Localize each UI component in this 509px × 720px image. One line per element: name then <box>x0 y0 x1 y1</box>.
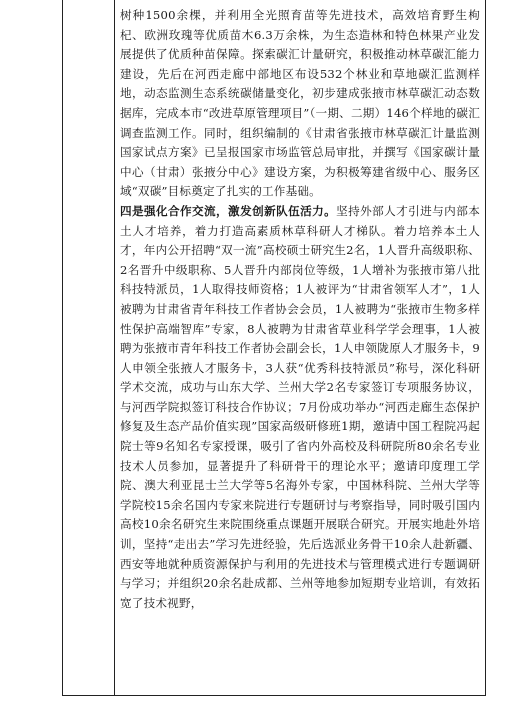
table-column-divider <box>114 0 115 696</box>
paragraph-talent-body: 坚持外部人才引进与内部本土人才培养，着力打造高素质林草科研人才梯队。着力培养本土人才，年内公开招聘“双一流”高校硕士研究生2名，1人晋升高级职称、2名晋升中级职称、5人晋升内部岗位等级，1人增补为张掖市第八批科技特派员，1人取得技师资格；1人被评为“甘肃省领军人才”，1人被聘为甘肃省青年科技工作者协会会员，1人被聘为“张掖市生物多样性保护高端智库”专家，8人被聘为甘肃省草业科学学会理事，1人被聘为张掖市青年科技工作者协会副会长，1人申领陇原人才服务卡，9人申领全张掖人才服务卡，3人获“优秀科技特派员”称号，深化科研学术交流，成功与山东大学、兰州大学2名专家签订专项服务协议，与河西学院拟签订科技合作协议；7月份成功举办“河西走廊生态保护修复及生态产品价值实现”国家高级研修班1期，邀请中国工程院冯起院士等9名知名专家授课，吸引了省内外高校及科研院所80余名专业技术人员参加，显著提升了科研骨干的理论水平；邀请印度理工学院、澳大利亚昆士兰大学等5名海外专家，中国林科院、兰州大学等学院校15余名国内专家来院进行专题研讨与考察指导，同时吸引国内高校10余名研究生来院围绕重点课题开展联合研究。开展实地赴外培训，坚持“走出去”学习先进经验，先后选派业务骨干10余人赴新疆、西安等地就种质资源保护与利用的先进技术与管理模式进行专题调研与学习；并组织20余名赴成都、兰州等地参加短期专业培训，有效拓宽了技术视野， <box>120 203 480 610</box>
table-content-cell <box>120 6 480 613</box>
section-heading-cooperation: 四是强化合作交流，激发创新队伍活力。 <box>120 203 337 218</box>
paragraph-talent <box>120 202 480 613</box>
paragraph-carbon-sink: 树种1500余棵，并利用全光照育苗等先进技术，高效培育野生枸杞、欧洲玫瑰等优质苗木6.3万余株，为生态造林和特色林果产业发展提供了优质种苗保障。探索碳汇计量研究，积极推动林草碳汇能力建设，先后在河西走廊中部地区布设532个林业和草地碳汇监测样地，动态监测生态系统碳储量变化，初步建成张掖市林草碳汇动态数据库，完成本市“改进草原管理项目”（一期、二期）146个样地的碳汇调查监测工作。同时，组织编制的《甘肃省张掖市林草碳汇计量监测国家试点方案》已呈报国家市场监管总局审批，并撰写《国家碳计量中心（甘肃）张掖分中心》建设方案，为积极筹建省级中心、服务区域“双碳”目标奠定了扎实的工作基础。 <box>120 8 480 199</box>
